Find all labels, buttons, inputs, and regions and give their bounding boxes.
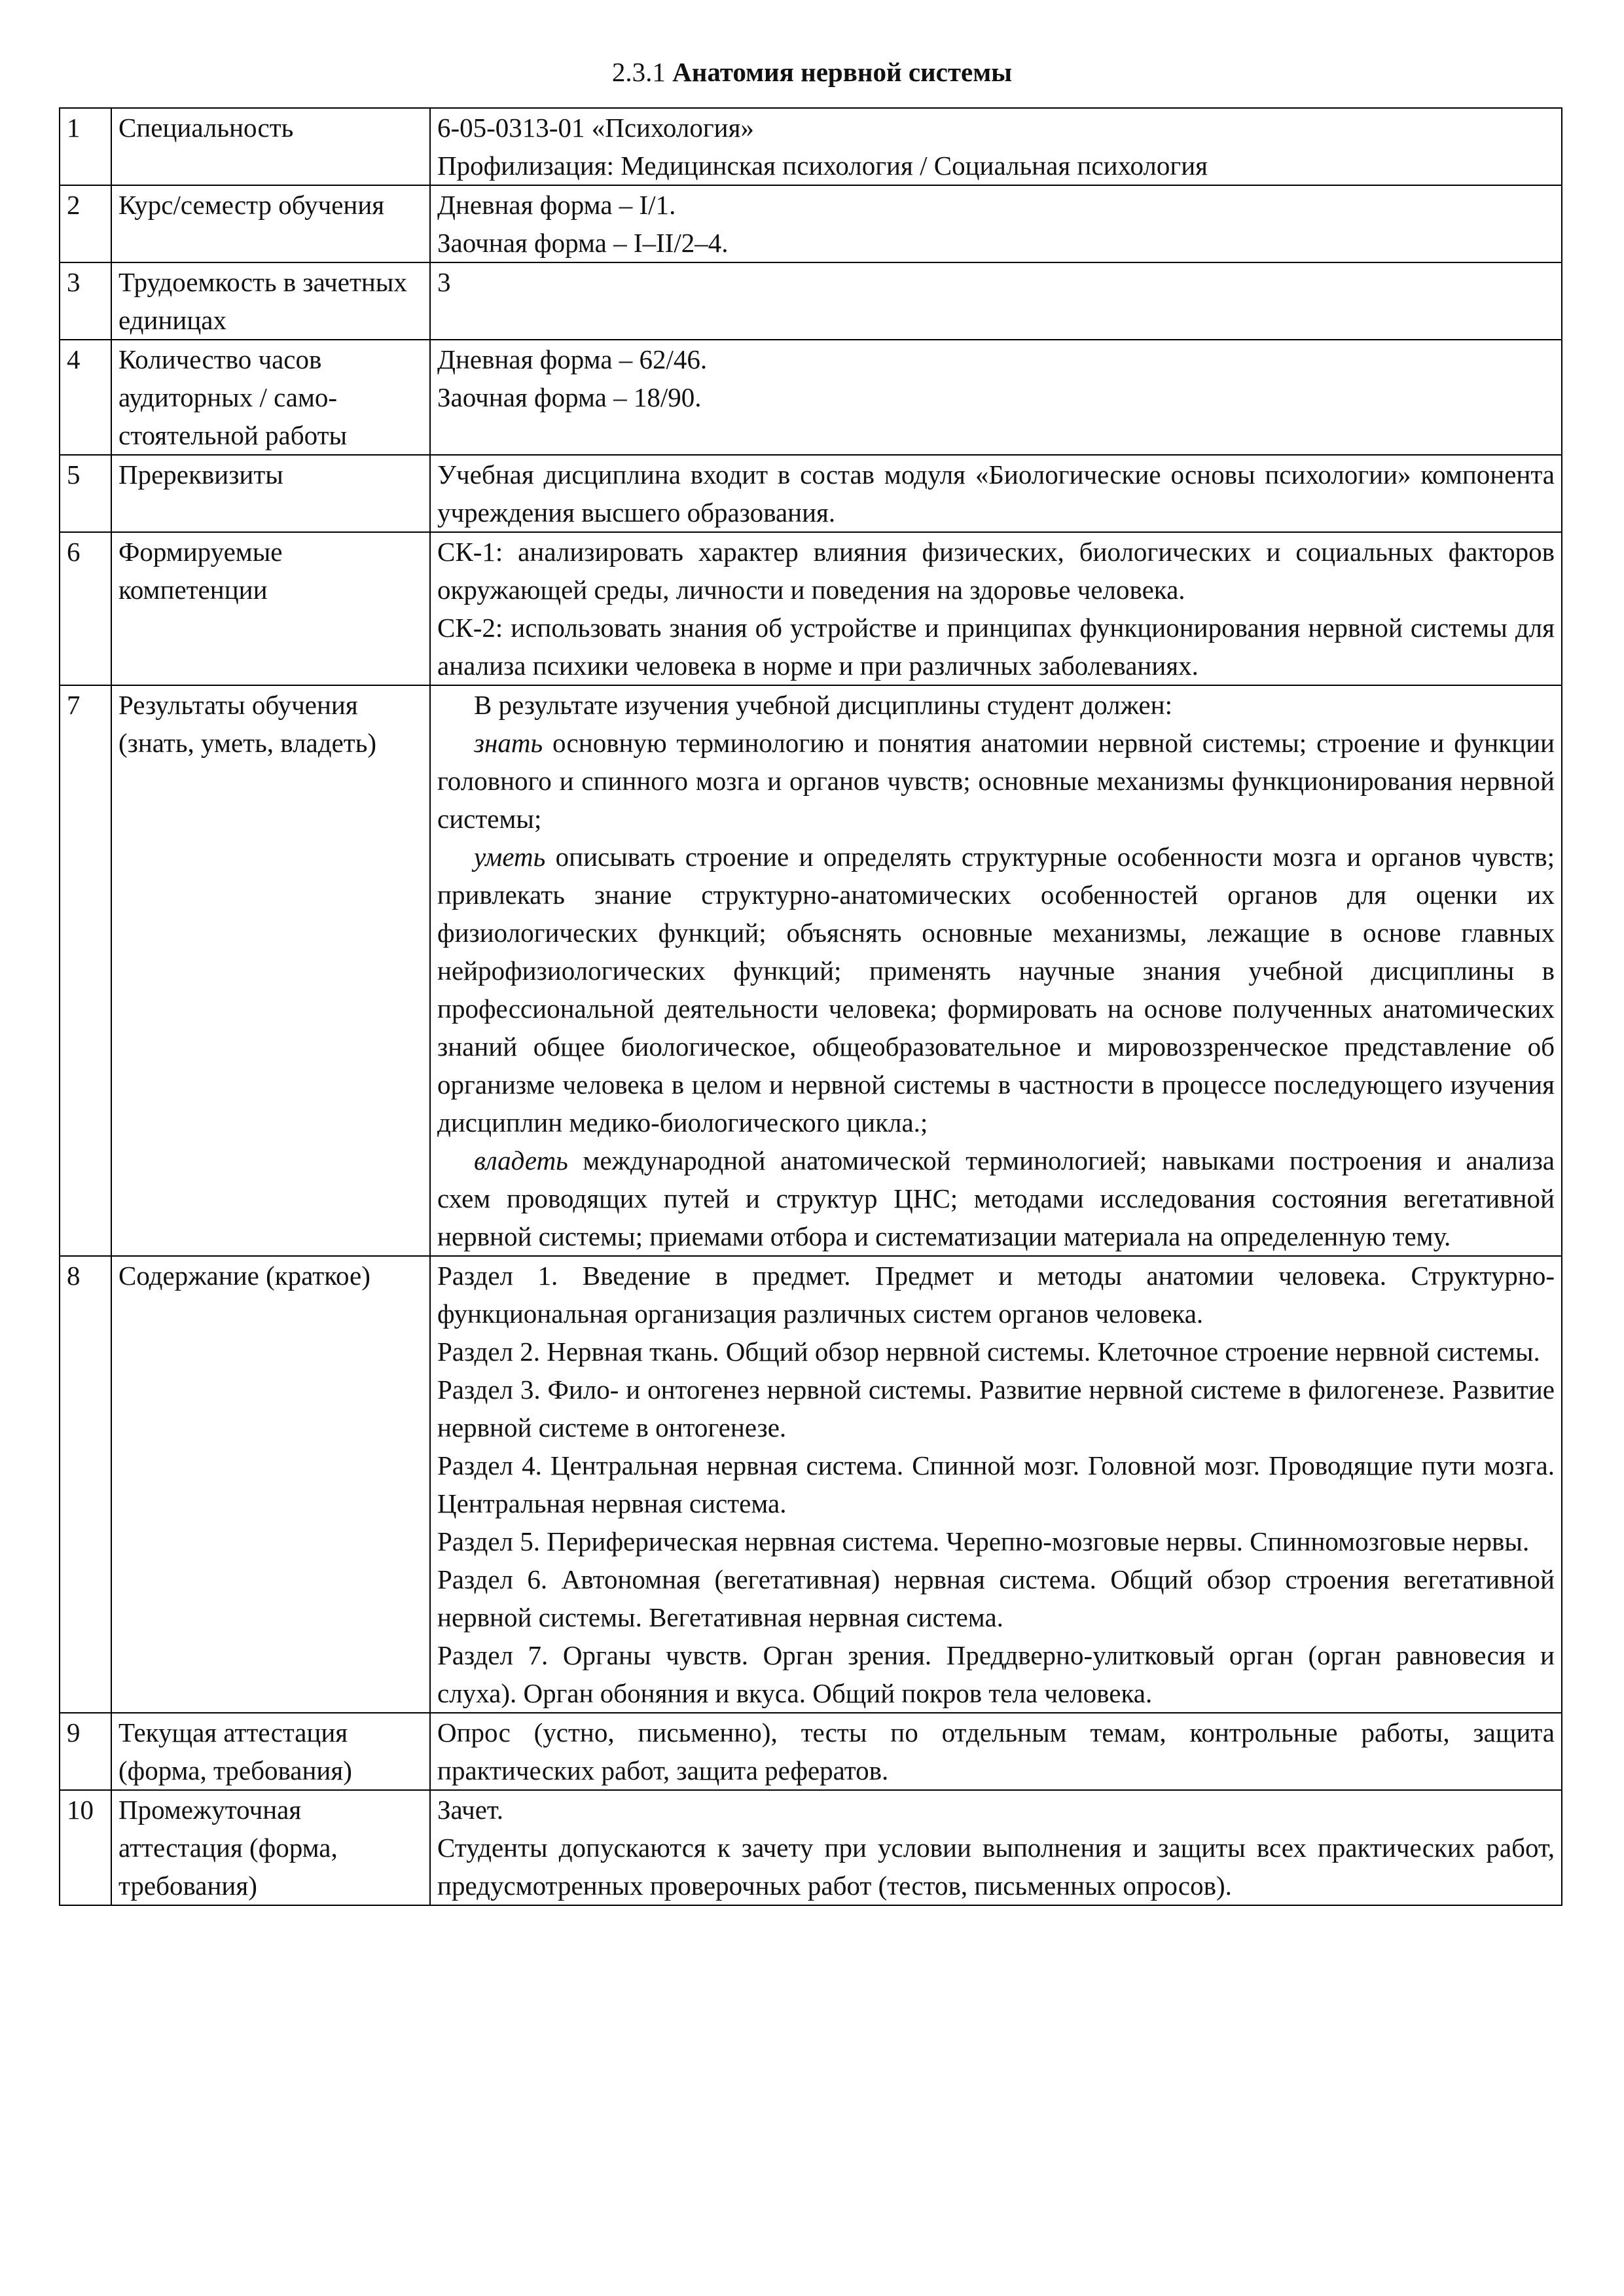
row-number: 8 bbox=[60, 1256, 111, 1713]
row-number: 9 bbox=[60, 1713, 111, 1790]
value-line: 3 bbox=[437, 267, 451, 297]
table-row bbox=[60, 1790, 1562, 1905]
value-line: Раздел 4. Центральная нервная система. Спинной мозг. Головной мозг. Проводящие пути мозга. Центральная нервная система. bbox=[437, 1450, 1555, 1518]
section-title: Анатомия нервной системы bbox=[672, 57, 1013, 87]
row-number: 3 bbox=[60, 262, 111, 340]
row-label: Трудоемкость в зачетных единицах bbox=[111, 262, 430, 340]
table-row bbox=[60, 340, 1562, 455]
results-item: владеть международной анатомической терминологией; навыками построения и анализа схем проводящих путей и структур ЦНС; методами исследования состояния вегетативной нервной системы; приемами отбора и систематизации материала на определенную тему. bbox=[437, 1145, 1555, 1251]
value-line: Раздел 5. Периферическая нервная система. Черепно-мозговые нервы. Спинномозговые нервы. bbox=[437, 1526, 1530, 1556]
results-term: владеть bbox=[474, 1145, 568, 1175]
table-row bbox=[60, 685, 1562, 1256]
value-line: Заочная форма – 18/90. bbox=[437, 382, 702, 412]
row-number: 7 bbox=[60, 685, 111, 1256]
row-value bbox=[430, 1790, 1562, 1905]
row-value bbox=[430, 685, 1562, 1256]
value-line: Раздел 2. Нервная ткань. Общий обзор нервной системы. Клеточное строение нервной системы. bbox=[437, 1336, 1540, 1367]
value-line: Зачет. bbox=[437, 1795, 503, 1825]
table-row bbox=[60, 108, 1562, 185]
discipline-card-table bbox=[59, 107, 1562, 1906]
row-value bbox=[430, 1713, 1562, 1790]
row-value bbox=[430, 455, 1562, 532]
row-label: Текущая аттестация (форма, требования) bbox=[111, 1713, 430, 1790]
row-number: 10 bbox=[60, 1790, 111, 1905]
results-term: знать bbox=[474, 728, 543, 758]
row-number: 5 bbox=[60, 455, 111, 532]
table-row bbox=[60, 1256, 1562, 1713]
results-intro: В результате изучения учебной дисциплины студент должен: bbox=[474, 690, 1172, 720]
value-line: Раздел 1. Введение в предмет. Предмет и методы анатомии человека. Структурно-функциональная организация различных систем органов человека. bbox=[437, 1261, 1555, 1329]
row-number: 2 bbox=[60, 185, 111, 262]
row-number: 6 bbox=[60, 532, 111, 685]
results-item: знать основную терминологию и понятия анатомии нервной системы; строение и функции головного и спинного мозга и органов чувств; основные механизмы функционирования нервной системы; bbox=[437, 728, 1555, 834]
value-line: Профилизация: Медицинская психология / Социальная психология bbox=[437, 151, 1208, 181]
value-line: Опрос (устно, письменно), тесты по отдельным темам, контрольные работы, защита практических работ, защита рефератов. bbox=[437, 1717, 1555, 1785]
row-value bbox=[430, 262, 1562, 340]
row-number: 1 bbox=[60, 108, 111, 185]
results-term: уметь bbox=[474, 842, 546, 872]
row-label: Количество часов аудиторных / само-стоятельной работы bbox=[111, 340, 430, 455]
value-line: 6-05-0313-01 «Психология» bbox=[437, 113, 754, 143]
row-value bbox=[430, 340, 1562, 455]
section-heading bbox=[0, 54, 1624, 90]
row-label: Формируемые компетенции bbox=[111, 532, 430, 685]
value-line: Учебная дисциплина входит в состав модуля «Биологические основы психологии» компонента учреждения высшего образования. bbox=[437, 459, 1555, 528]
row-value bbox=[430, 1256, 1562, 1713]
value-line: СК-2: использовать знания об устройстве и принципах функционирования нервной системы для анализа психики человека в норме и при различных заболеваниях. bbox=[437, 613, 1555, 681]
value-line: Дневная форма – I/1. bbox=[437, 190, 676, 220]
table-row bbox=[60, 185, 1562, 262]
value-line: Раздел 3. Фило- и онтогенез нервной системы. Развитие нервной системе в филогенезе. Развитие нервной системе в онтогенезе. bbox=[437, 1374, 1555, 1443]
row-label: Результаты обучения (знать, уметь, владеть) bbox=[111, 685, 430, 1256]
results-item: уметь описывать строение и определять структурные особенности мозга и органов чувств; привлекать знание структурно-анатомических особенностей органов для оценки их физиологических функций; объяснять основные механизмы, лежащие в основе главных нейрофизиологических функций; применять научные знания учебной дисциплины в профессиональной деятельности человека; формировать на основе полученных анатомических знаний общее биологическое, общеобразовательное и мировоззренческое представление об организме человека в целом и нервной системы в частности в процессе последующего изучения дисциплин медико-биологического цикла.; bbox=[437, 842, 1555, 1138]
row-label: Содержание (краткое) bbox=[111, 1256, 430, 1713]
value-line: Заочная форма – I–II/2–4. bbox=[437, 228, 729, 258]
row-label: Пререквизиты bbox=[111, 455, 430, 532]
table-row bbox=[60, 532, 1562, 685]
row-value bbox=[430, 108, 1562, 185]
value-line: Дневная форма – 62/46. bbox=[437, 344, 708, 374]
value-line: Студенты допускаются к зачету при условии выполнения и защиты всех практических работ, предусмотренных проверочных работ (тестов, письменных опросов). bbox=[437, 1833, 1555, 1901]
value-line: Раздел 7. Органы чувств. Орган зрения. Преддверно-улитковый орган (орган равновесия и слуха). Орган обоняния и вкуса. Общий покров тела человека. bbox=[437, 1640, 1555, 1708]
value-line: Раздел 6. Автономная (вегетативная) нервная система. Общий обзор строения вегетативной нервной системы. Вегетативная нервная система. bbox=[437, 1564, 1555, 1632]
row-value bbox=[430, 532, 1562, 685]
row-number: 4 bbox=[60, 340, 111, 455]
table-row bbox=[60, 455, 1562, 532]
row-value bbox=[430, 185, 1562, 262]
row-label: Курс/семестр обучения bbox=[111, 185, 430, 262]
table-row bbox=[60, 1713, 1562, 1790]
row-label: Промежуточная аттестация (форма, требования) bbox=[111, 1790, 430, 1905]
row-label: Специальность bbox=[111, 108, 430, 185]
value-line: СК-1: анализировать характер влияния физических, биологических и социальных факторов окружающей среды, личности и поведения на здоровье человека. bbox=[437, 537, 1555, 605]
table-row bbox=[60, 262, 1562, 340]
section-number: 2.3.1 bbox=[611, 57, 666, 87]
